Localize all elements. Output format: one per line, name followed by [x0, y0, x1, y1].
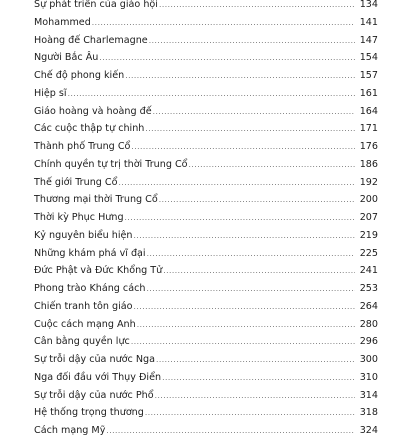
toc-entry-page: 219 — [359, 229, 378, 241]
dot-leader — [155, 387, 355, 405]
dot-leader — [99, 49, 355, 67]
toc-entry-page: 154 — [359, 52, 378, 64]
toc-entry-title: Sự trỗi dậy của nước Phổ — [34, 389, 154, 401]
dot-leader — [147, 245, 355, 263]
toc-entry — [34, 209, 378, 227]
toc-entry-page: 280 — [359, 318, 378, 330]
dot-leader — [131, 138, 355, 156]
toc-entry — [34, 227, 378, 245]
toc-entry-page: 225 — [359, 247, 378, 259]
toc-entry-page: 157 — [359, 70, 378, 81]
toc-entry — [34, 387, 378, 405]
toc-entry — [34, 351, 378, 369]
dot-leader — [68, 85, 355, 103]
dot-leader — [159, 0, 355, 14]
toc-entry-title: Chế độ phong kiến — [34, 70, 125, 81]
toc-entry-page: 164 — [359, 105, 378, 117]
toc-entry-title: Thương mại thời Trung Cổ — [34, 194, 158, 206]
toc-entry-title: Sự phát triển của giáo hội — [34, 0, 158, 10]
toc-entry-title: Thế giới Trung Cổ — [34, 176, 118, 188]
toc-entry — [34, 404, 378, 422]
toc-entry-page: 241 — [359, 265, 378, 277]
dot-leader — [145, 404, 355, 422]
toc-entry-title: Cuộc cách mạng Anh — [34, 318, 136, 330]
toc-entry — [34, 85, 378, 103]
toc-entry-page: 310 — [359, 371, 378, 383]
dot-leader — [125, 67, 355, 85]
toc-entry-page: 147 — [359, 34, 378, 46]
toc-entry-title: Nga đối đầu với Thụy Điển — [34, 371, 162, 383]
dot-leader — [145, 120, 355, 138]
toc-entry-page: 324 — [359, 425, 378, 436]
toc-entry-title: Sự trỗi dậy của nước Nga — [34, 354, 155, 365]
toc-entry-page: 171 — [359, 123, 378, 135]
toc-entry — [34, 191, 378, 209]
toc-entry-title: Kỷ nguyên biểu hiện — [34, 229, 133, 241]
toc-entry-page: 161 — [359, 87, 378, 99]
toc-entry — [34, 422, 378, 440]
toc-entry — [34, 262, 378, 280]
toc-entry-page: 318 — [359, 407, 378, 419]
dot-leader — [134, 298, 355, 316]
toc-entry-title: Chính quyền tự trị thời Trung Cổ — [34, 158, 188, 170]
toc-entry — [34, 67, 378, 85]
dot-leader — [149, 32, 355, 50]
dot-leader — [156, 351, 355, 369]
toc-entry-title: Đức Phật và Đức Khổng Tử — [34, 265, 163, 277]
toc-entry-title: Cân bằng quyền lực — [34, 336, 130, 348]
dot-leader — [159, 191, 355, 209]
dot-leader — [106, 422, 355, 440]
toc-entry-title: Người Bắc Âu — [34, 52, 99, 64]
toc-entry — [34, 369, 378, 387]
toc-entry — [34, 280, 378, 298]
toc-entry-title: Các cuộc thập tự chinh — [34, 123, 145, 135]
toc-entry — [34, 49, 378, 67]
dot-leader — [119, 174, 356, 192]
toc-entry — [34, 138, 378, 156]
toc-entry-title: Phong trào Kháng cách — [34, 283, 146, 294]
dot-leader — [163, 262, 355, 280]
toc-entry-page: 176 — [359, 141, 378, 152]
dot-leader — [92, 14, 355, 32]
toc-entry-title: Hệ thống trọng thương — [34, 407, 144, 419]
toc-entry — [34, 245, 378, 263]
toc-entry — [34, 32, 378, 50]
toc-entry — [34, 0, 378, 14]
toc-entry-title: Chiến tranh tôn giáo — [34, 300, 133, 312]
dot-leader — [146, 280, 355, 298]
toc-entry-page: 141 — [359, 16, 378, 28]
toc-entry-title: Thời kỳ Phục Hưng — [34, 212, 124, 223]
toc-entry-title: Giáo hoàng và hoàng đế — [34, 105, 152, 117]
toc-entry-title: Thành phố Trung Cổ — [34, 141, 131, 152]
table-of-contents — [34, 0, 378, 440]
dot-leader — [134, 227, 356, 245]
toc-entry-page: 192 — [359, 176, 378, 188]
toc-entry — [34, 103, 378, 121]
toc-entry — [34, 298, 378, 316]
toc-entry-title: Những khám phá vĩ đại — [34, 247, 146, 259]
toc-entry — [34, 316, 378, 334]
toc-entry-page: 134 — [359, 0, 378, 10]
toc-entry-title: Hiệp sĩ — [34, 87, 67, 99]
toc-entry-page: 300 — [359, 354, 378, 365]
toc-entry-page: 296 — [359, 336, 378, 348]
toc-entry — [34, 333, 378, 351]
toc-entry-page: 186 — [359, 158, 378, 170]
toc-entry-page: 264 — [359, 300, 378, 312]
toc-entry-page: 314 — [359, 389, 378, 401]
dot-leader — [131, 333, 355, 351]
dot-leader — [153, 103, 355, 121]
toc-entry-page: 200 — [359, 194, 378, 206]
toc-entry-title: Hoàng đế Charlemagne — [34, 34, 148, 46]
toc-entry — [34, 174, 378, 192]
toc-entry — [34, 14, 378, 32]
dot-leader — [125, 209, 355, 227]
dot-leader — [162, 369, 355, 387]
dot-leader — [137, 316, 355, 334]
toc-entry-page: 253 — [359, 283, 378, 294]
toc-entry-title: Cách mạng Mỹ — [34, 425, 106, 436]
toc-entry-title: Mohammed — [34, 16, 91, 28]
toc-entry-page: 207 — [359, 212, 378, 223]
dot-leader — [189, 156, 355, 174]
toc-entry — [34, 156, 378, 174]
toc-entry — [34, 120, 378, 138]
